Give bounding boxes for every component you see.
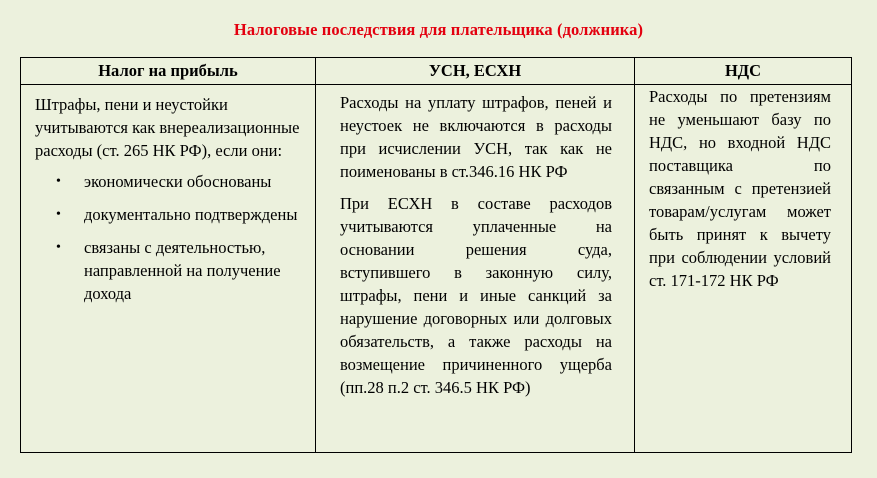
conditions-list <box>35 170 301 305</box>
vat-paragraph: Расходы по претензиям не уменьшают базу по НДС, но входной НДС поставщика по связанным с претензией товарам/услугам может быть принят к вычету при соблюдении условий ст. 171-172 НК РФ <box>649 87 831 290</box>
list-item-text: документально подтверждены <box>84 205 298 224</box>
page-title: Налоговые последствия для плательщика (должника) <box>233 20 644 39</box>
list-item <box>35 170 301 193</box>
table-header-row <box>21 58 852 85</box>
header-profit-tax: Налог на прибыль <box>21 58 316 85</box>
table-row <box>21 85 852 453</box>
cell-vat <box>635 85 852 453</box>
bullet-icon: • <box>56 240 61 255</box>
header-usn-eskhn: УСН, ЕСХН <box>316 58 635 85</box>
bullet-icon: • <box>56 174 61 189</box>
list-item-text: связаны с деятельностью, направленной на получение дохода <box>84 238 281 303</box>
list-item <box>35 203 301 226</box>
bullet-icon: • <box>56 207 61 222</box>
cell-usn-eskhn <box>316 85 635 453</box>
profit-tax-intro: Штрафы, пени и неустойки учитываются как внереализационные расходы (ст. 265 НК РФ), если они: <box>35 95 300 160</box>
usn-paragraph: Расходы на уплату штрафов, пеней и неустоек не включаются в расходы при исчислении УСН, так как не поименованы в ст.346.16 НК РФ <box>340 93 612 181</box>
tax-consequences-table <box>20 57 852 453</box>
cell-profit-tax <box>21 85 316 453</box>
list-item-text: экономически обоснованы <box>84 172 272 191</box>
list-item <box>35 236 301 305</box>
eskhn-paragraph: При ЕСХН в составе расходов учитываются уплаченные на основании решения суда, вступившего в законную силу, штрафы, пени и иные санкций за нарушение договорных или долговых обязательств, а также расходы на возмещение причиненного ущерба (пп.28 п.2 ст. 346.5 НК РФ) <box>340 194 612 397</box>
header-vat: НДС <box>635 58 852 85</box>
